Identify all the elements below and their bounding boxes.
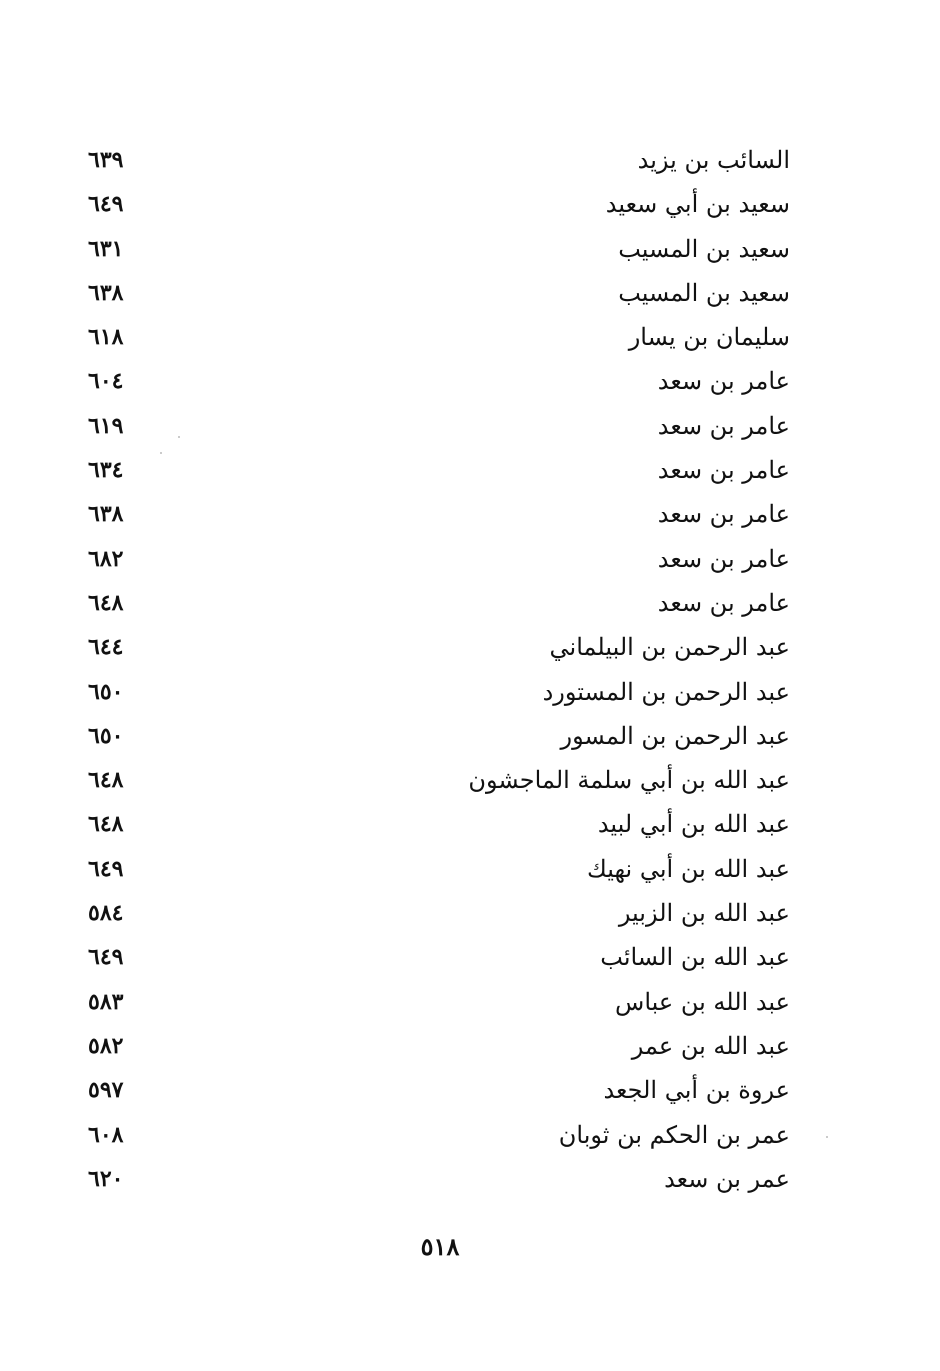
scan-speck <box>178 436 180 438</box>
index-entry <box>80 448 790 492</box>
scan-speck <box>160 452 162 454</box>
index-entry <box>80 1113 790 1157</box>
index-entry <box>80 802 790 846</box>
entry-page-number: ٦٣١ <box>88 235 124 262</box>
entry-name: عبد الله بن عمر <box>631 1031 790 1060</box>
index-entry <box>80 581 790 625</box>
entry-name: عبد الله بن الزبير <box>618 899 790 928</box>
entry-name: عبد الله بن أبي نهيك <box>587 854 790 883</box>
entry-page-number: ٦٥٠ <box>88 678 124 705</box>
entry-page-number: ٥٨٣ <box>88 988 124 1015</box>
entry-page-number: ٥٨٢ <box>88 1032 124 1059</box>
index-entry <box>80 758 790 802</box>
entry-name: عبد الله بن أبي لبيد <box>597 810 790 839</box>
scan-speck <box>826 1136 828 1138</box>
entry-name: عبد الله بن السائب <box>600 943 790 972</box>
entry-page-number: ٦٣٨ <box>88 501 124 528</box>
index-entry <box>80 271 790 315</box>
index-entry <box>80 227 790 271</box>
entry-name: عروة بن أبي الجعد <box>603 1076 790 1105</box>
entry-page-number: ٦٤٨ <box>88 811 124 838</box>
entry-page-number: ٦٣٨ <box>88 279 124 306</box>
index-entry <box>80 404 790 448</box>
entry-name: عبد الله بن أبي سلمة الماجشون <box>468 766 790 795</box>
entry-page-number: ٦٤٨ <box>88 767 124 794</box>
entry-name: عامر بن سعد <box>657 500 790 529</box>
index-entry <box>80 537 790 581</box>
page-number: ٥١٨ <box>420 1232 460 1261</box>
entry-name: عمر بن سعد <box>664 1164 790 1193</box>
entry-page-number: ٦٤٨ <box>88 589 124 616</box>
index-entry <box>80 625 790 669</box>
index-entry <box>80 1024 790 1068</box>
entry-page-number: ٥٨٤ <box>88 900 124 927</box>
entry-page-number: ٥٩٧ <box>88 1077 124 1104</box>
index-entry <box>80 847 790 891</box>
entry-page-number: ٦٤٩ <box>88 944 124 971</box>
entry-page-number: ٦٤٩ <box>88 191 124 218</box>
index-entry <box>80 359 790 403</box>
index-entry <box>80 980 790 1024</box>
entry-name: سليمان بن يسار <box>628 323 790 352</box>
entry-name: عامر بن سعد <box>657 411 790 440</box>
index-entry <box>80 891 790 935</box>
entry-name: عبد الله بن عباس <box>615 987 790 1016</box>
entry-name: سعيد بن المسيب <box>618 278 790 307</box>
entry-name: عامر بن سعد <box>657 456 790 485</box>
entry-page-number: ٦٥٠ <box>88 722 124 749</box>
entry-page-number: ٦٤٩ <box>88 855 124 882</box>
entry-page-number: ٦٤٤ <box>88 634 124 661</box>
index-entry <box>80 315 790 359</box>
entry-name: عبد الرحمن بن البيلماني <box>549 633 790 662</box>
entry-name: عامر بن سعد <box>657 588 790 617</box>
entry-name: عبد الرحمن بن المستورد <box>542 677 790 706</box>
entry-page-number: ٦٣٤ <box>88 457 124 484</box>
entry-name: سعيد بن المسيب <box>618 234 790 263</box>
entry-page-number: ٦١٩ <box>88 412 124 439</box>
index-entry <box>80 1157 790 1201</box>
index-entry <box>80 492 790 536</box>
entry-name: سعيد بن أبي سعيد <box>605 190 790 219</box>
entry-page-number: ٦٨٢ <box>88 545 124 572</box>
entry-page-number: ٦٢٠ <box>88 1165 124 1192</box>
index-entry <box>80 670 790 714</box>
entry-name: السائب بن يزيد <box>637 146 790 174</box>
index-entry <box>80 182 790 226</box>
index-entry <box>80 138 790 182</box>
entry-name: عمر بن الحكم بن ثوبان <box>558 1120 790 1149</box>
entry-page-number: ٦٠٤ <box>88 368 124 395</box>
index-entry <box>80 1068 790 1112</box>
index-entry <box>80 935 790 979</box>
entry-name: عبد الرحمن بن المسور <box>560 721 790 750</box>
entry-page-number: ٦١٨ <box>88 324 124 351</box>
entry-name: عامر بن سعد <box>657 544 790 573</box>
entry-name: عامر بن سعد <box>657 367 790 396</box>
index-entry <box>80 714 790 758</box>
name-index-list <box>80 138 790 1201</box>
entry-page-number: ٦٣٩ <box>88 147 124 173</box>
entry-page-number: ٦٠٨ <box>88 1121 124 1148</box>
